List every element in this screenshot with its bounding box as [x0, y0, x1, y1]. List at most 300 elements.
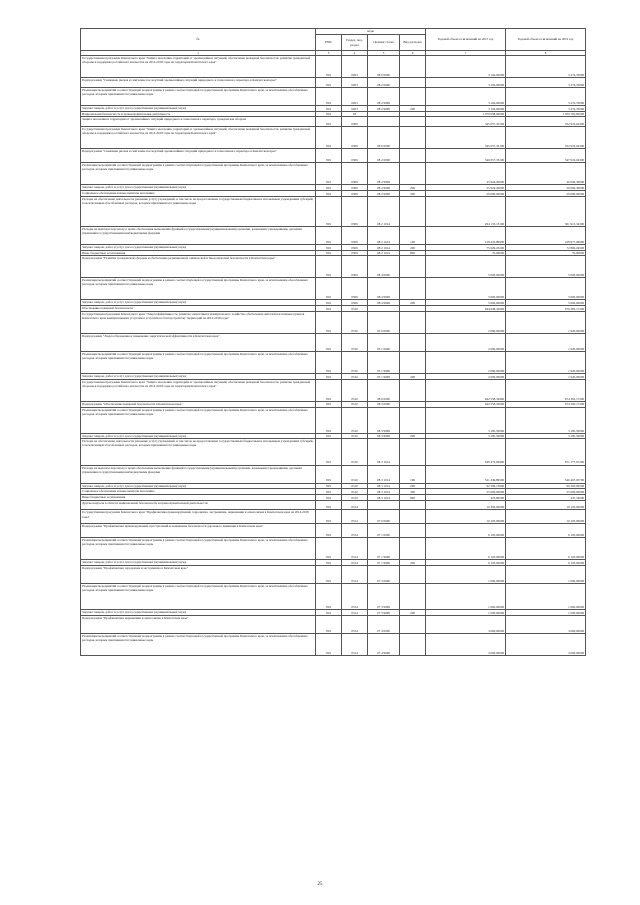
row-expense-type: 200 — [400, 560, 426, 566]
row-amount-2015: 639 372,82900 — [426, 439, 506, 465]
row-grbs: 819 — [316, 190, 342, 196]
row-description: Подпрограмма "Профилактика правонарушений, преступлений и повышение безопасности дорожного движения в Камчатском крае" — [81, 524, 316, 538]
row-description: Подпрограмма "Профилактика наркомании и алкоголизма в Камчатском крае" — [81, 615, 316, 633]
col-number: 3 — [316, 51, 342, 56]
row-grbs: 819 — [316, 401, 342, 407]
row-grbs: 819 — [316, 494, 342, 500]
row-amount-2016: 3 274,70000 — [506, 105, 586, 111]
row-grbs: 819 — [316, 256, 342, 278]
row-expense-type — [400, 565, 426, 583]
row-grbs: 819 — [316, 433, 342, 439]
row-expense-type: 200 — [400, 483, 426, 489]
table-row — [81, 565, 586, 583]
row-expense-type — [400, 196, 426, 226]
row-amount-2015: 294 133,13100 — [426, 196, 506, 226]
table-body — [81, 56, 586, 656]
row-grbs: 819 — [316, 633, 342, 655]
row-expense-type — [400, 439, 426, 465]
row-amount-2015: 10 103,00000 — [426, 510, 506, 524]
row-razdel: 0310 — [342, 401, 368, 407]
row-grbs: 819 — [316, 615, 342, 633]
row-grbs: 819 — [316, 244, 342, 250]
row-description: Реализация мероприятий соответствующей подпрограммы в рамках соответствующей государственной программы Камчатского края, за исключением обособленных расходов, которым присваиваются уникальные коды — [81, 351, 316, 373]
row-target-article: 08 4 0000 — [368, 256, 400, 278]
row-razdel: 0309 — [342, 149, 368, 163]
row-description: Государственная программа Камчатского края "Энергоэффективность, развитие энергетики и коммунального хозяйства, обеспечение жителей населенных пунктов Камчатского края коммунальными услугами и услугами по благоустройству территорий на 2014-2018 годы" — [81, 311, 316, 333]
row-razdel: 0310 — [342, 483, 368, 489]
row-expense-type: 200 — [400, 433, 426, 439]
row-description: Закупка товаров, работ и услуг для государственных (муниципальных) нужд — [81, 185, 316, 191]
row-razdel: 0203 — [342, 105, 368, 111]
row-amount-2015: 6 103,00000 — [426, 560, 506, 566]
row-description: Закупка товаров, работ и услуг для государственных (муниципальных) нужд — [81, 244, 316, 250]
row-grbs: 819 — [316, 538, 342, 560]
row-expense-type: 300 — [400, 190, 426, 196]
row-amount-2015: 6 103,00000 — [426, 524, 506, 538]
row-amount-2015: 75 629,23200 — [426, 244, 506, 250]
row-description: Закупка товаров, работ и услуг для государственных (муниципальных) нужд — [81, 300, 316, 306]
row-amount-2015: 3 185,50000 — [426, 407, 506, 433]
table-row — [81, 127, 586, 149]
table-row — [81, 465, 586, 483]
row-amount-2015: 25 000,00000 — [426, 489, 506, 495]
row-target-article: 08 2 1014 — [368, 244, 400, 250]
row-razdel: 0314 — [342, 524, 368, 538]
row-grbs: 819 — [316, 278, 342, 300]
row-target-article: 07 0 0000 — [368, 510, 400, 524]
row-description: Закупка товаров, работ и услуг для государственных (муниципальных) нужд — [81, 374, 316, 380]
row-expense-type: 200 — [400, 300, 426, 306]
table-row — [81, 407, 586, 433]
row-amount-2016: 546 467,05700 — [506, 465, 586, 483]
row-razdel: 0310 — [342, 494, 368, 500]
row-target-article: 07 3 9999 — [368, 583, 400, 609]
row-target-article: 08 3 1014 — [368, 483, 400, 489]
row-description: Реализация мероприятий соответствующей подпрограммы в рамках соответствующей государственной программы Камчатского края, за исключением обособленных расходов, которым присваиваются уникальные коды — [81, 87, 316, 105]
header-2015: Годовой объем ассигнований на 2015 год — [426, 29, 506, 51]
header-codes: коды — [316, 29, 426, 35]
row-grbs: 819 — [316, 379, 342, 401]
row-description: Реализация мероприятий соответствующей подпрограммы в рамках соответствующей государственной программы Камчатского края, за исключением обособленных расходов, которым присваиваются уникальные коды — [81, 278, 316, 300]
row-amount-2016: 6 103,00000 — [506, 524, 586, 538]
row-razdel: 0203 — [342, 87, 368, 105]
table-row — [81, 311, 586, 333]
row-amount-2016: 447,16000 — [506, 494, 586, 500]
row-description: Подпрограмма "Профилактика терроризма и экстремизма в Камчатском крае" — [81, 565, 316, 583]
row-amount-2016: 1 920,00000 — [506, 311, 586, 333]
row-amount-2016: 26 006,30000 — [506, 185, 586, 191]
row-expense-type: 200 — [400, 244, 426, 250]
row-amount-2015: 1 000,00000 — [426, 565, 506, 583]
col-number: 4 — [342, 51, 368, 56]
row-amount-2016: 72 866,04500 — [506, 244, 586, 250]
table-row — [81, 278, 586, 300]
col-number: 7 — [426, 51, 506, 56]
table-row — [81, 226, 586, 244]
row-description: Расходы на выплаты персоналу в целях обеспечения выполнения функций государственными (муниципальными) органами, казенными учреждениями, органами управления государственными внебюджетными фондами — [81, 226, 316, 244]
row-amount-2015: 3 000,00000 — [426, 615, 506, 633]
row-target-article: 08 4 9999 — [368, 300, 400, 306]
row-amount-2016: 352 919,64300 — [506, 117, 586, 127]
row-amount-2015: 3 185,50000 — [426, 433, 506, 439]
row-amount-2015: 92 599,13900 — [426, 483, 506, 489]
row-amount-2015: 345 057,33100 — [426, 117, 506, 127]
row-amount-2015: 5 000,00000 — [426, 300, 506, 306]
row-description: Иные бюджетные ассигнования — [81, 250, 316, 256]
row-description: Закупка товаров, работ и услуг для государственных (муниципальных) нужд — [81, 610, 316, 616]
col-number: 5 — [368, 51, 400, 56]
row-expense-type: 200 — [400, 374, 426, 380]
row-expense-type: 800 — [400, 494, 426, 500]
row-amount-2016: 676 283,17200 — [506, 306, 586, 312]
row-amount-2016: 1 000,00000 — [506, 565, 586, 583]
row-target-article: 08 3 9999 — [368, 433, 400, 439]
row-razdel: 0310 — [342, 379, 368, 401]
row-grbs: 819 — [316, 300, 342, 306]
row-target-article: 08 3 1014 — [368, 465, 400, 483]
row-description: Подпрограмма "Энергосбережение и повышение энергетической эффективности в Камчатском крае" — [81, 333, 316, 351]
row-expense-type — [400, 278, 426, 300]
row-description: Социальное обеспечение и иные выплаты населению — [81, 190, 316, 196]
row-amount-2015: 644 648,32900 — [426, 306, 506, 312]
row-amount-2016: 674 363,17200 — [506, 401, 586, 407]
row-amount-2015: 3 104,00000 — [426, 87, 506, 105]
row-expense-type: 800 — [400, 250, 426, 256]
row-grbs: 819 — [316, 489, 342, 495]
table-row — [81, 524, 586, 538]
row-amount-2015: 2 090,00000 — [426, 351, 506, 373]
row-grbs: 819 — [316, 407, 342, 433]
row-razdel: 0310 — [342, 333, 368, 351]
row-grbs: 819 — [316, 500, 342, 510]
table-row — [81, 583, 586, 609]
header-num: № — [81, 29, 316, 51]
row-amount-2015: 10 393,00000 — [426, 500, 506, 510]
row-grbs: 819 — [316, 78, 342, 88]
row-razdel: 0310 — [342, 311, 368, 333]
row-razdel: 0310 — [342, 306, 368, 312]
row-expense-type — [400, 633, 426, 655]
row-razdel: 0314 — [342, 500, 368, 510]
row-expense-type — [400, 379, 426, 401]
row-expense-type — [400, 538, 426, 560]
row-amount-2015: 2 090,00000 — [426, 311, 506, 333]
row-expense-type: 200 — [400, 105, 426, 111]
row-razdel: 0314 — [342, 538, 368, 560]
row-description: Закупка товаров, работ и услуг для государственных (муниципальных) нужд — [81, 483, 316, 489]
document-page — [80, 28, 585, 656]
row-amount-2015: 3 000,00000 — [426, 633, 506, 655]
row-amount-2016: 10 103,00000 — [506, 500, 586, 510]
row-amount-2016: 25 000,00000 — [506, 489, 586, 495]
row-expense-type: 100 — [400, 465, 426, 483]
row-razdel: 0309 — [342, 278, 368, 300]
col-number: 6 — [400, 51, 426, 56]
row-grbs: 819 — [316, 226, 342, 244]
row-razdel: 0309 — [342, 117, 368, 127]
row-expense-type: 300 — [400, 489, 426, 495]
row-amount-2016: 3 185,50000 — [506, 407, 586, 433]
row-grbs: 819 — [316, 250, 342, 256]
row-grbs: 819 — [316, 185, 342, 191]
row-expense-type: 200 — [400, 610, 426, 616]
table-row — [81, 256, 586, 278]
row-razdel: 03 — [342, 111, 368, 117]
row-razdel: 0203 — [342, 56, 368, 78]
row-amount-2016: 5 000,00000 — [506, 278, 586, 300]
row-grbs: 819 — [316, 127, 342, 149]
row-amount-2016: 674 363,17200 — [506, 379, 586, 401]
row-target-article: 07 3 9999 — [368, 610, 400, 616]
row-description: Закупка товаров, работ и услуг для государственных (муниципальных) нужд — [81, 433, 316, 439]
row-grbs: 819 — [316, 439, 342, 465]
row-target-article: 05 0 0000 — [368, 311, 400, 333]
row-expense-type: 100 — [400, 226, 426, 244]
row-amount-2015: 3 104,00000 — [426, 105, 506, 111]
row-amount-2016: 3 000,00000 — [506, 633, 586, 655]
row-razdel: 0310 — [342, 407, 368, 433]
row-amount-2016: 671 177,67200 — [506, 439, 586, 465]
row-target-article: 07 1 0000 — [368, 524, 400, 538]
row-grbs: 819 — [316, 560, 342, 566]
row-amount-2016: 6 103,00000 — [506, 538, 586, 560]
row-amount-2016: 6 103,00000 — [506, 560, 586, 566]
row-target-article: 08 2 9999 — [368, 190, 400, 196]
row-description: Расходы на выплаты персоналу в целях обеспечения выполнения функций государственными (муниципальными) органами, казенными учреждениями, органами управления государственными внебюджетными фондами — [81, 465, 316, 483]
row-amount-2016: 1 920,00000 — [506, 333, 586, 351]
row-amount-2015: 3 104,00000 — [426, 56, 506, 78]
row-grbs: 819 — [316, 610, 342, 616]
row-description: Расходы на обеспечение деятельности (оказание услуг) учреждений, в том числе на предоставление государственным бюджетным и автономным учреждениям субсидий, за исключением обособленных расходов, которым присваиваются уникальные коды — [81, 439, 316, 465]
row-expense-type — [400, 351, 426, 373]
row-razdel: 0309 — [342, 256, 368, 278]
row-grbs: 819 — [316, 524, 342, 538]
row-target-article: 08 2 0000 — [368, 78, 400, 88]
row-razdel: 0309 — [342, 190, 368, 196]
row-description: Закупка товаров, работ и услуг для государственных (муниципальных) нужд — [81, 105, 316, 111]
row-expense-type — [400, 500, 426, 510]
row-grbs: 819 — [316, 510, 342, 524]
row-grbs: 819 — [316, 565, 342, 583]
row-target-article: 08 2 1014 — [368, 250, 400, 256]
row-amount-2016: 1 920,00000 — [506, 351, 586, 373]
row-amount-2015: 1 000,00000 — [426, 610, 506, 616]
row-description: Расходы на обеспечение деятельности (оказание услуг) учреждений, в том числе на предоставление государственным бюджетным и автономным учреждениям субсидий, за исключением обособленных расходов, которым присваиваются уникальные коды — [81, 196, 316, 226]
row-amount-2016: 3 274,70000 — [506, 56, 586, 78]
row-description: Реализация мероприятий соответствующей подпрограммы в рамках соответствующей государственной программы Камчатского края, за исключением обособленных расходов, которым присваиваются уникальные коды — [81, 633, 316, 655]
row-amount-2015: 25 924,20000 — [426, 185, 506, 191]
row-target-article — [368, 117, 400, 127]
row-grbs: 819 — [316, 483, 342, 489]
row-target-article: 05 1 9999 — [368, 351, 400, 373]
row-amount-2015: 2 090,00000 — [426, 374, 506, 380]
table-row — [81, 78, 586, 88]
row-target-article — [368, 500, 400, 510]
row-expense-type — [400, 510, 426, 524]
row-razdel: 0314 — [342, 615, 368, 633]
row-description: Социальное обеспечение и иные выплаты населению — [81, 489, 316, 495]
row-amount-2016: 20 000,00000 — [506, 190, 586, 196]
row-target-article: 07 1 9999 — [368, 560, 400, 566]
row-razdel: 0314 — [342, 565, 368, 583]
row-amount-2015: 1 000,00000 — [426, 583, 506, 609]
row-description: Подпрограмма "Снижение рисков и смягчение последствий чрезвычайных ситуаций природного и техногенного характера в Камчатском крае" — [81, 78, 316, 88]
header-2016: Годовой объем ассигнований на 2016 год — [506, 29, 586, 51]
row-amount-2015: 642 558,32900 — [426, 401, 506, 407]
page-number: 25 — [317, 882, 323, 887]
row-grbs: 819 — [316, 111, 342, 117]
table-row — [81, 196, 586, 226]
table-row — [81, 439, 586, 465]
row-razdel: 0309 — [342, 244, 368, 250]
row-expense-type — [400, 583, 426, 609]
row-expense-type — [400, 149, 426, 163]
row-description: Государственная программа Камчатского края "Защита населения, территорий от чрезвычайных ситуаций, обеспечение пожарной безопасности, развитие гражданской обороны и поддержка российского казачества на 2014-2018 годы на территории Камчатского края" — [81, 56, 316, 78]
row-amount-2016: 5 000,00000 — [506, 300, 586, 306]
row-amount-2016: 3 274,70000 — [506, 78, 586, 88]
row-expense-type — [400, 333, 426, 351]
row-target-article: 07 3 0000 — [368, 565, 400, 583]
row-target-article: 08 2 9999 — [368, 163, 400, 185]
row-razdel: 0310 — [342, 433, 368, 439]
row-grbs: 819 — [316, 149, 342, 163]
row-target-article: 08 2 9999 — [368, 185, 400, 191]
row-target-article: 08 2 9999 — [368, 87, 400, 105]
row-target-article: 07 4 9999 — [368, 633, 400, 655]
row-amount-2016: 3 185,50000 — [506, 433, 586, 439]
row-description: Реализация мероприятий соответствующей подпрограммы в рамках соответствующей государственной программы Камчатского края, за исключением обособленных расходов, которым присваиваются уникальные коды — [81, 538, 316, 560]
table-row — [81, 379, 586, 401]
row-target-article: 08 2 1014 — [368, 226, 400, 244]
row-target-article: 08 4 9999 — [368, 278, 400, 300]
row-expense-type — [400, 78, 426, 88]
row-target-article: 07 4 0000 — [368, 615, 400, 633]
row-amount-2016: 46 006,30000 — [506, 163, 586, 185]
table-row — [81, 163, 586, 185]
row-razdel: 0310 — [342, 439, 368, 465]
row-target-article: 08 3 1014 — [368, 494, 400, 500]
row-amount-2016: 1 059 765,82000 — [506, 111, 586, 117]
row-amount-2016: 70,00000 — [506, 250, 586, 256]
row-amount-2016: 301 913,34300 — [506, 196, 586, 226]
row-razdel: 0314 — [342, 610, 368, 616]
row-grbs: 819 — [316, 306, 342, 312]
table-row — [81, 117, 586, 127]
row-amount-2015: 2 090,00000 — [426, 333, 506, 351]
budget-table — [80, 28, 586, 656]
row-amount-2015: 3 104,00000 — [426, 78, 506, 88]
row-razdel: 0314 — [342, 583, 368, 609]
row-razdel: 0314 — [342, 560, 368, 566]
row-expense-type — [400, 615, 426, 633]
row-amount-2015: 20 000,00000 — [426, 190, 506, 196]
row-target-article: 08 2 0000 — [368, 149, 400, 163]
row-description: Национальная безопасность и правоохранительная деятельность — [81, 111, 316, 117]
row-expense-type — [400, 256, 426, 278]
row-description: Обеспечение пожарной безопасности — [81, 306, 316, 312]
row-amount-2015: 345 057,33100 — [426, 127, 506, 149]
row-amount-2015: 5 000,00000 — [426, 256, 506, 278]
table-row — [81, 333, 586, 351]
row-grbs: 819 — [316, 196, 342, 226]
row-expense-type — [400, 56, 426, 78]
row-description: Подпрограмма "Обеспечение пожарной безопасности в Камчатском крае" — [81, 401, 316, 407]
row-target-article: 08 0 0000 — [368, 379, 400, 401]
table-row — [81, 351, 586, 373]
row-expense-type — [400, 524, 426, 538]
row-amount-2016: 5 000,00000 — [506, 256, 586, 278]
row-description: Реализация мероприятий соответствующей подпрограммы в рамках соответствующей государственной программы Камчатского края, за исключением обособленных расходов, которым присваиваются уникальные коды — [81, 407, 316, 433]
row-amount-2015: 423,80000 — [426, 494, 506, 500]
row-razdel: 0310 — [342, 351, 368, 373]
row-target-article: 08 0 0000 — [368, 56, 400, 78]
table-row — [81, 538, 586, 560]
row-description: Подпрограмма "Снижение рисков и смягчение последствий чрезвычайных ситуаций природного и техногенного характера в Камчатском крае" — [81, 149, 316, 163]
row-description: Защита населения и территории от чрезвычайных ситуаций природного и техногенного характера, гражданская оборона — [81, 117, 316, 127]
table-row — [81, 510, 586, 524]
row-razdel: 0309 — [342, 196, 368, 226]
row-amount-2016: 3 000,00000 — [506, 615, 586, 633]
row-amount-2015: 340 057,33100 — [426, 149, 506, 163]
row-description: Закупка товаров, работ и услуг для государственных (муниципальных) нужд — [81, 560, 316, 566]
row-expense-type — [400, 87, 426, 105]
col-number: 8 — [506, 51, 586, 56]
row-razdel: 0309 — [342, 226, 368, 244]
row-razdel: 0203 — [342, 78, 368, 88]
row-amount-2016: 1 000,00000 — [506, 583, 586, 609]
row-target-article: 08 3 9999 — [368, 407, 400, 433]
table-row — [81, 615, 586, 633]
row-description: Государственная программа Камчатского края "Защита населения, территорий от чрезвычайных ситуаций, обеспечение пожарной безопасности, развитие гражданской обороны и поддержка российского казачества на 2014-2018 годы на территории Камчатского края" — [81, 379, 316, 401]
row-grbs: 819 — [316, 465, 342, 483]
row-target-article: 05 1 0000 — [368, 333, 400, 351]
table-row — [81, 500, 586, 510]
row-target-article: 08 3 1014 — [368, 439, 400, 465]
col-number: 1 — [81, 51, 316, 56]
row-amount-2016: 1 000,00000 — [506, 610, 586, 616]
row-expense-type — [400, 407, 426, 433]
row-grbs: 819 — [316, 583, 342, 609]
table-row — [81, 56, 586, 78]
row-expense-type — [400, 127, 426, 149]
row-amount-2016: 99 263,06500 — [506, 483, 586, 489]
row-description: Реализация мероприятий соответствующей подпрограммы в рамках соответствующей государственной программы Камчатского края, за исключением обособленных расходов, которым присваиваются уникальные коды — [81, 163, 316, 185]
row-description: Иные бюджетные ассигнования — [81, 494, 316, 500]
row-amount-2016: 10 103,00000 — [506, 510, 586, 524]
header-grbs: ГРБС — [316, 35, 342, 51]
row-expense-type — [400, 311, 426, 333]
table-row — [81, 149, 586, 163]
row-razdel: 0310 — [342, 465, 368, 483]
row-razdel: 0314 — [342, 510, 368, 524]
row-razdel: 0309 — [342, 300, 368, 306]
row-grbs: 819 — [316, 311, 342, 333]
row-grbs: 819 — [316, 351, 342, 373]
header-vr: Вид расходов — [400, 35, 426, 51]
row-expense-type — [400, 117, 426, 127]
row-target-article: 08 3 1014 — [368, 489, 400, 495]
row-amount-2016: 352 919,64300 — [506, 127, 586, 149]
row-expense-type: 200 — [400, 185, 426, 191]
row-razdel: 0310 — [342, 489, 368, 495]
row-razdel: 0309 — [342, 163, 368, 185]
row-amount-2015: 642 558,32900 — [426, 379, 506, 401]
row-amount-2015: 45 924,20000 — [426, 163, 506, 185]
row-grbs: 819 — [316, 87, 342, 105]
row-grbs: 819 — [316, 163, 342, 185]
row-razdel: 0309 — [342, 127, 368, 149]
row-amount-2015: 521 349,89500 — [426, 465, 506, 483]
